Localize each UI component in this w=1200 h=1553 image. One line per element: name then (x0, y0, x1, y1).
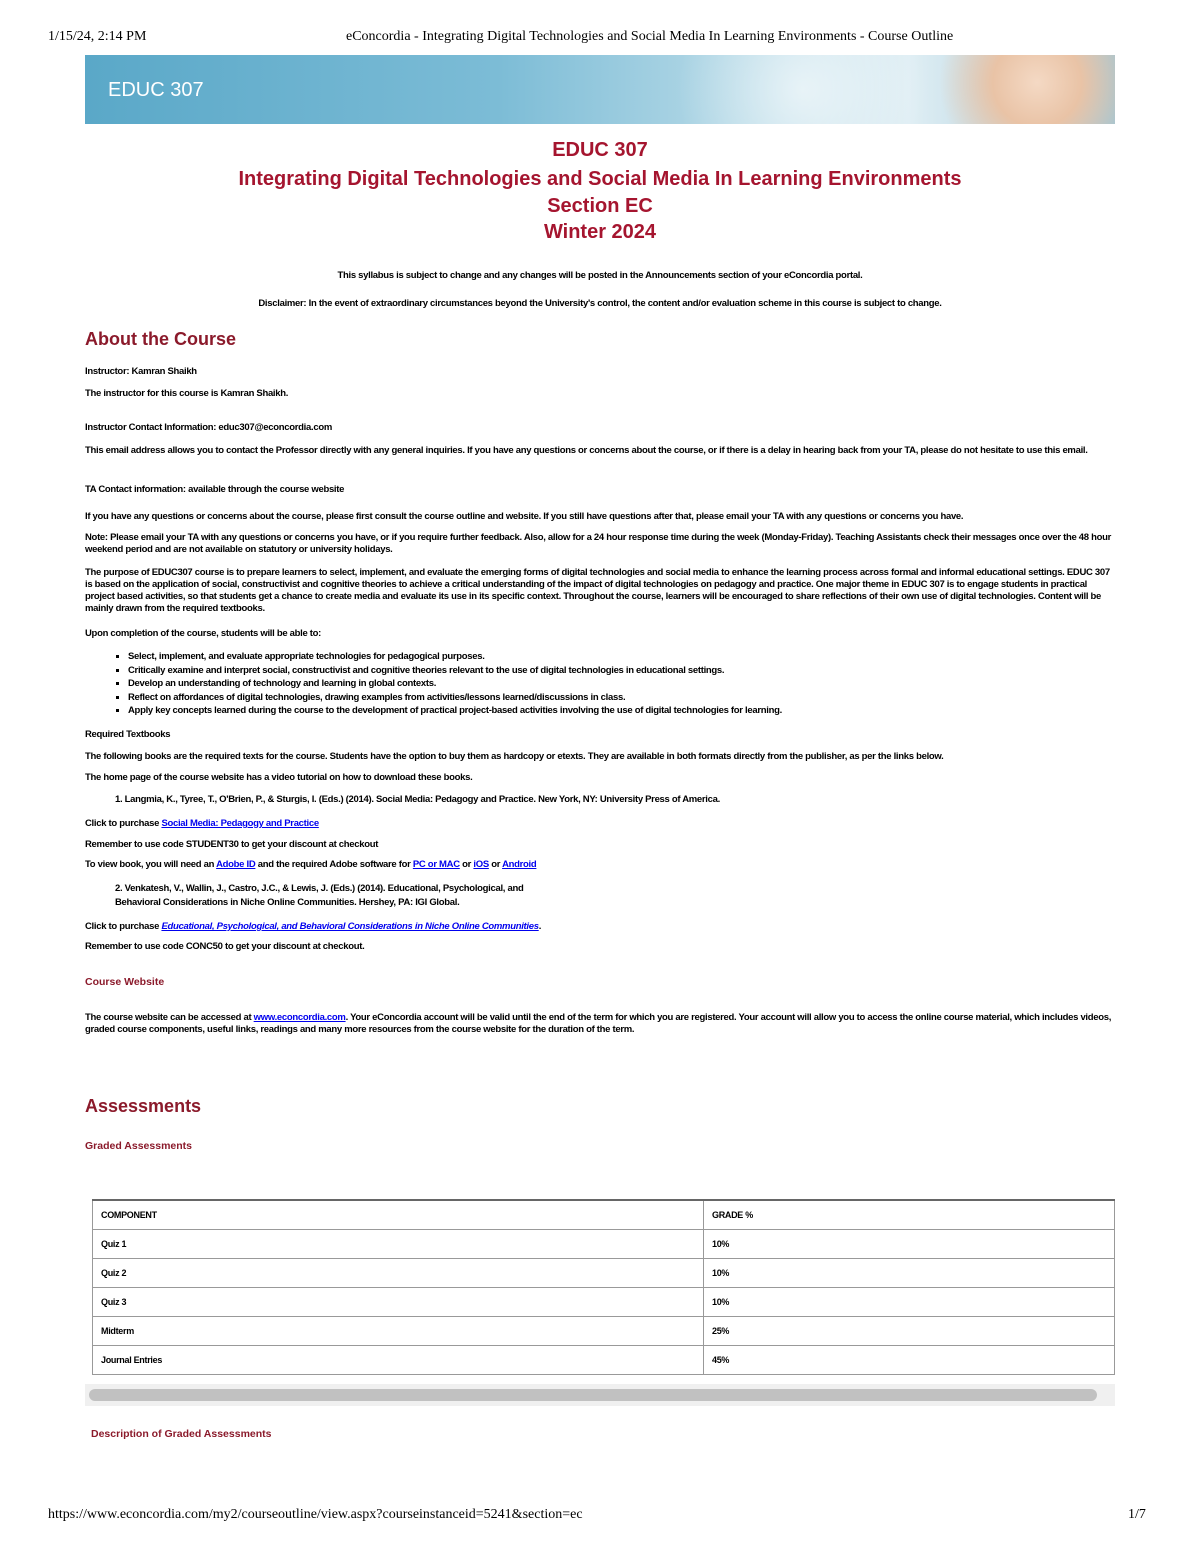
instructor-contact: Instructor Contact Information: educ307@econcordia.com (85, 422, 332, 433)
table-horizontal-scrollbar[interactable] (85, 1384, 1115, 1406)
table-header-row (93, 1200, 1115, 1229)
purpose-paragraph: The purpose of EDUC307 course is to prepare learners to select, implement, and evaluate the emerging forms of digital technologies and social media to enhance the learning process across formal and informal educational settings. EDUC 307 is based on the application of social, constructivist and cognitive theories to achieve a critical understanding of the impact of digital technologies on pedagogy and practice. One major theme in EDUC 307 is to engage students in practical project based activities, so that students get a chance to create media and evaluate its use in its specific context. Throughout the course, learners will be encouraged to share reflections of their own use of digital technologies. Content will be mainly drawn from the required textbooks. (85, 567, 1110, 614)
graded-heading: Graded Assessments (85, 1140, 192, 1152)
book2-code: Remember to use code CONC50 to get your discount at checkout. (85, 941, 365, 952)
course-banner (85, 55, 1115, 124)
android-link[interactable]: Android (502, 859, 537, 870)
syllabus-notice: This syllabus is subject to change and any changes will be posted in the Announcements section of your eConcordia portal. (337, 270, 863, 281)
component-cell: Quiz 1 (93, 1229, 704, 1258)
banner-graphic (595, 55, 1115, 124)
website-link[interactable]: www.econcordia.com (253, 1012, 346, 1023)
book1-purchase (85, 818, 1115, 830)
banner-label: EDUC 307 (108, 79, 204, 101)
contact-description: This email address allows you to contact the Professor directly with any general inquiries. If you have any questions or concerns about the course, or if there is a delay in hearing back from your TA, please do not hesitate to use this email. (85, 445, 1088, 456)
list-item: ▪ Apply key concepts learned during the course to the development of practical project-based activities involving the use of digital technologies for learning. (128, 704, 1108, 718)
note-paragraph: Note: Please email your TA with any questions or concerns you have, or if you require further feedback. Also, allow for a 24 hour response time during the week (Monday-Friday). Teaching Assistants check their messages once over the 48 hour weekend period and are not available on statutory or university holidays. (85, 532, 1112, 555)
outcomes-list (128, 650, 1108, 718)
disclaimer: Disclaimer: In the event of extraordinary circumstances beyond the University's control, the content and/or evaluation scheme in this course is subject to change. (258, 298, 942, 309)
book1-link[interactable]: Social Media: Pedagogy and Practice (161, 818, 319, 829)
component-cell: Journal Entries (93, 1345, 704, 1374)
description-heading: Description of Graded Assessments (91, 1428, 272, 1440)
view-mid: and the required Adobe software for (255, 859, 413, 870)
textbooks-heading: Required Textbooks (85, 729, 171, 740)
book2-citation-line2: Behavioral Considerations in Niche Online Communities. Hershey, PA: IGI Global. (115, 897, 460, 908)
website-prefix: The course website can be accessed at (85, 1012, 254, 1023)
course-section: Section EC (547, 195, 653, 217)
course-code: EDUC 307 (552, 139, 648, 161)
grade-cell: 45% (704, 1345, 1115, 1374)
book2-link[interactable]: Educational, Psychological, and Behavioral Considerations in Niche Online Communities (161, 921, 539, 932)
purchase-prefix: Click to purchase (85, 818, 162, 829)
grade-cell: 10% (704, 1287, 1115, 1316)
website-paragraph (85, 1012, 1115, 1036)
component-cell: Quiz 2 (93, 1258, 704, 1287)
book2-citation-line1: 2. Venkatesh, V., Wallin, J., Castro, J.C., & Lewis, J. (Eds.) (2014). Educational, Psychological, and (115, 883, 524, 894)
view-requirements (85, 859, 1115, 871)
pc-mac-link[interactable]: PC or MAC (412, 859, 460, 870)
textbooks-intro: The following books are the required texts for the course. Students have the option to buy them as hardcopy or etexts. They are available in both formats directly from the publisher, as per the links below. (85, 751, 944, 762)
view-prefix: To view book, you will need an (85, 859, 217, 870)
column-header: COMPONENT (93, 1200, 704, 1229)
website-heading: Course Website (85, 976, 165, 988)
list-item: ▪ Develop an understanding of technology and learning in global contexts. (128, 677, 1108, 691)
course-term: Winter 2024 (543, 221, 657, 243)
textbooks-video-note: The home page of the course website has a video tutorial on how to download these books. (85, 772, 473, 783)
component-cell: Quiz 3 (93, 1287, 704, 1316)
column-header: GRADE % (704, 1200, 1115, 1229)
component-cell: Midterm (93, 1316, 704, 1345)
instructor: Instructor: Kamran Shaikh (85, 366, 197, 377)
table-row (93, 1287, 1115, 1316)
instructor-line: The instructor for this course is Kamran Shaikh. (85, 388, 289, 399)
list-item: ▪ Critically examine and interpret social, constructivist and cognitive theories relevant to the use of digital technologies in educational settings. (128, 664, 1108, 678)
book2-purchase: Click to purchase Educational, Psychological, and Behavioral Considerations in Niche Online Communities. (85, 921, 542, 932)
assessments-heading: Assessments (85, 1096, 202, 1116)
adobe-id-link[interactable]: Adobe ID (216, 859, 256, 870)
course-name: Integrating Digital Technologies and Social Media In Learning Environments (238, 168, 962, 190)
or-text: or (459, 859, 474, 870)
print-url: https://www.econcordia.com/my2/courseoutline/view.aspx?courseinstanceid=5241&section=ec (48, 1507, 583, 1522)
book1-citation: 1. Langmia, K., Tyree, T., O'Brien, P., & Sturgis, I. (Eds.) (2014). Social Media: Pedagogy and Practice. New York, NY: University Press of America. (115, 794, 720, 805)
grade-cell: 10% (704, 1258, 1115, 1287)
table-row (93, 1345, 1115, 1374)
print-page-title: eConcordia - Integrating Digital Technologies and Social Media In Learning Environments - Course Outline (346, 29, 954, 44)
table-row (93, 1229, 1115, 1258)
grades-table (92, 1199, 1115, 1375)
ios-link[interactable]: iOS (473, 859, 489, 870)
list-item: ▪ Select, implement, and evaluate appropriate technologies for pedagogical purposes. (128, 650, 1108, 664)
ta-contact: TA Contact information: available through the course website (85, 484, 345, 495)
print-datetime: 1/15/24, 2:14 PM (48, 29, 147, 44)
purchase-prefix: Click to purchase (85, 921, 162, 932)
table-row (93, 1316, 1115, 1345)
questions-paragraph: If you have any questions or concerns about the course, please first consult the course outline and website. If you still have questions after that, please email your TA with any questions or concerns you have. (85, 511, 964, 522)
grade-cell: 25% (704, 1316, 1115, 1345)
grade-cell: 10% (704, 1229, 1115, 1258)
or-text: or (488, 859, 503, 870)
website-rest: . Your eConcordia account will be valid until the end of the term for which you are registered. Your account will allow you to access the online course material, which includes videos, graded course components, useful links, readings and many more resources from the course website for the duration of the term. (85, 1012, 1112, 1035)
outcomes-intro: Upon completion of the course, students will be able to: (85, 628, 322, 639)
list-item: ▪ Reflect on affordances of digital technologies, drawing examples from activities/lessons learned/discussions in class. (128, 691, 1108, 705)
table-row (93, 1258, 1115, 1287)
print-page-number: 1/7 (1128, 1507, 1146, 1522)
scrollbar-thumb[interactable] (89, 1389, 1097, 1401)
book1-code: Remember to use code STUDENT30 to get your discount at checkout (85, 839, 379, 850)
about-heading: About the Course (85, 329, 236, 349)
